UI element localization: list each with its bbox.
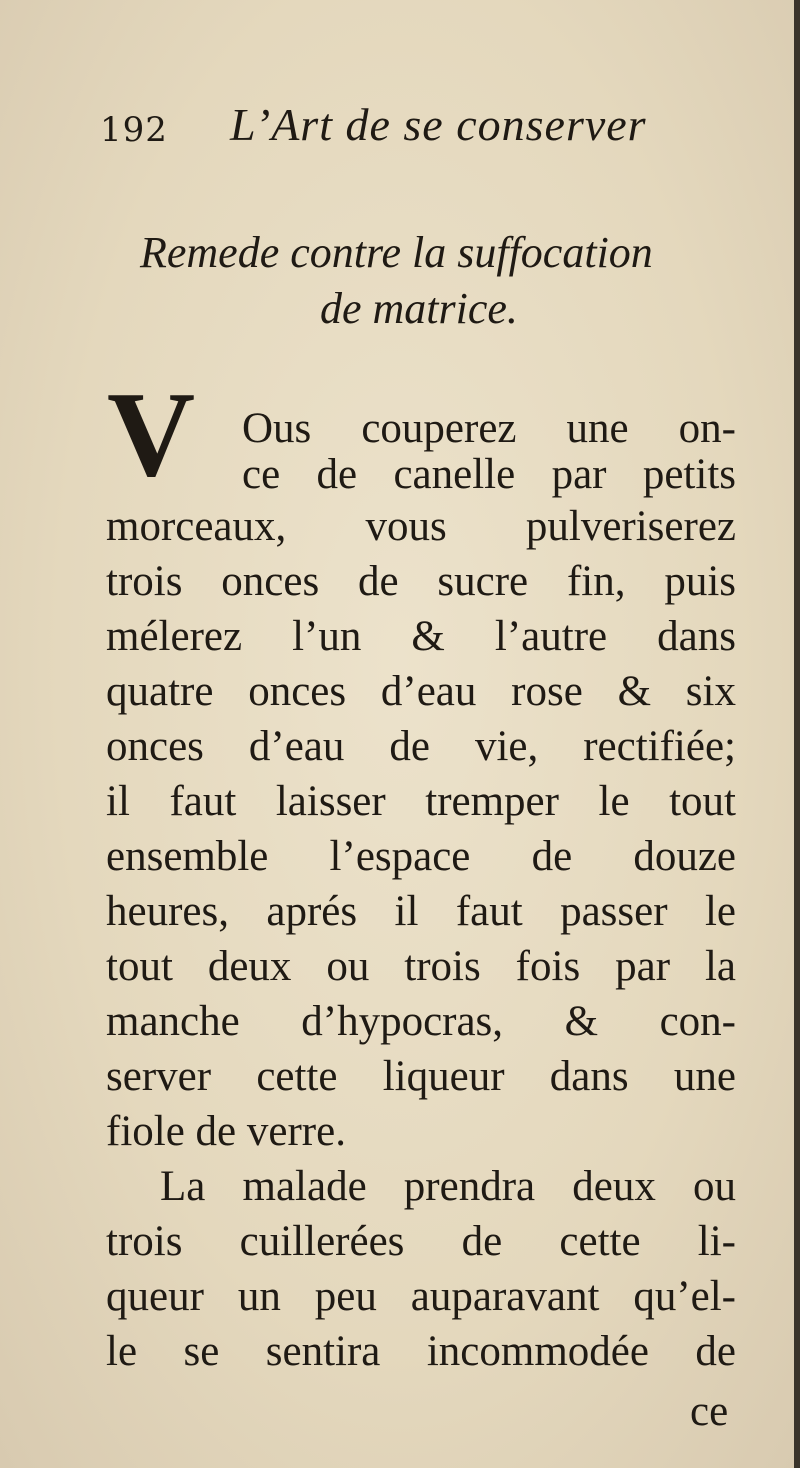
drop-cap: V bbox=[107, 367, 196, 502]
text-line: ensemble l’espace de douze bbox=[106, 833, 736, 880]
text-line: queur un peu auparavant qu’el- bbox=[106, 1273, 736, 1320]
text-line: morceaux, vous pulveriserez bbox=[106, 503, 736, 550]
running-title: L’Art de se conserver bbox=[230, 99, 647, 150]
catchword: ce bbox=[690, 1388, 729, 1435]
text-line: La malade prendra deux ou bbox=[160, 1163, 736, 1210]
text-line: ce de canelle par petits bbox=[242, 451, 736, 498]
text-line: il faut laisser tremper le tout bbox=[106, 778, 736, 825]
text-line: Ous couperez une on- bbox=[242, 405, 736, 452]
text-line: heures, aprés il faut passer le bbox=[106, 888, 736, 935]
text-line: trois cuillerées de cette li- bbox=[106, 1218, 736, 1265]
text-line: tout deux ou trois fois par la bbox=[106, 943, 736, 990]
text-line: onces d’eau de vie, rectifiée; bbox=[106, 723, 736, 770]
heading-line-2: de matrice. bbox=[320, 284, 518, 333]
text-line: manche d’hypocras, & con- bbox=[106, 998, 736, 1045]
heading-line-1: Remede contre la suffocation bbox=[140, 228, 653, 277]
text-line: le se sentira incommodée de bbox=[106, 1328, 736, 1375]
page-number: 192 bbox=[100, 110, 168, 150]
text-line: quatre onces d’eau rose & six bbox=[106, 668, 736, 715]
text-line: server cette liqueur dans une bbox=[106, 1053, 736, 1100]
text-line: fiole de verre. bbox=[106, 1108, 346, 1155]
text-line: mélerez l’un & l’autre dans bbox=[106, 613, 736, 660]
text-line: trois onces de sucre fin, puis bbox=[106, 558, 736, 605]
